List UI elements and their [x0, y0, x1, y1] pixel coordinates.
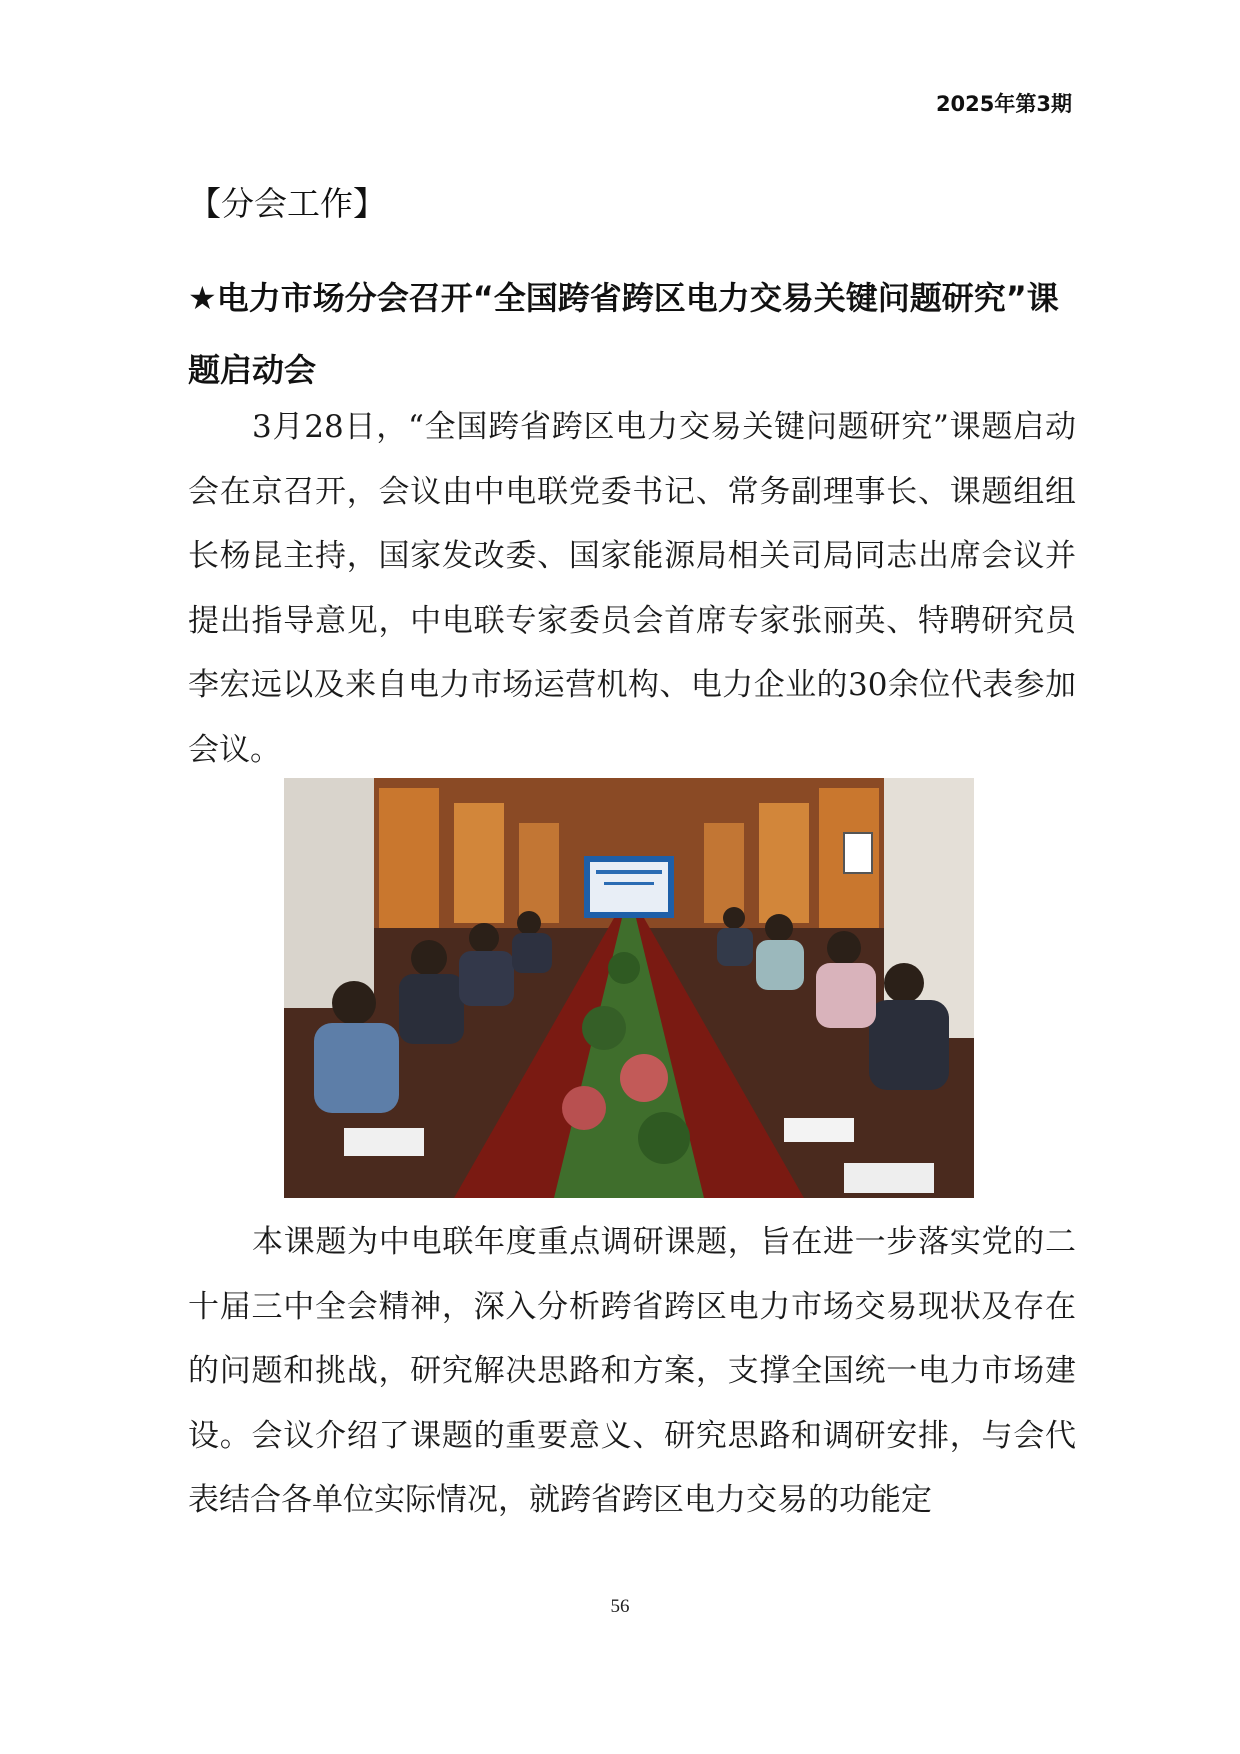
- article-paragraph-2: 本课题为中电联年度重点调研课题，旨在进一步落实党的二十届三中全会精神，深入分析跨省跨区电力市场交易现状及存在的问题和挑战，研究解决思路和方案，支撑全国统一电力市场建设。会议介绍了课题的重要意义、研究思路和调研安排，与会代表结合各单位实际情况，就跨省跨区电力交易的功能定: [188, 1224, 1076, 1518]
- article-title: ★电力市场分会召开“全国跨省跨区电力交易关键问题研究”课题启动会: [188, 279, 1059, 389]
- article-paragraph-1: 3月28日，“全国跨省跨区电力交易关键问题研究”课题启动会在京召开，会议由中电联党委书记、常务副理事长、课题组组长杨昆主持，国家发改委、国家能源局相关司局同志出席会议并提出指导意见，中电联专家委员会首席专家张丽英、特聘研究员李宏远以及来自电力市场运营机构、电力企业的30余位代表参加会议。: [188, 409, 1076, 768]
- page-number: 56: [610, 1596, 630, 1617]
- issue-label: 2025年第3期: [935, 92, 1072, 116]
- section-label: 【分会工作】: [188, 184, 386, 223]
- meeting-photo: [284, 778, 974, 1198]
- meeting-photo-icon: [284, 778, 974, 1198]
